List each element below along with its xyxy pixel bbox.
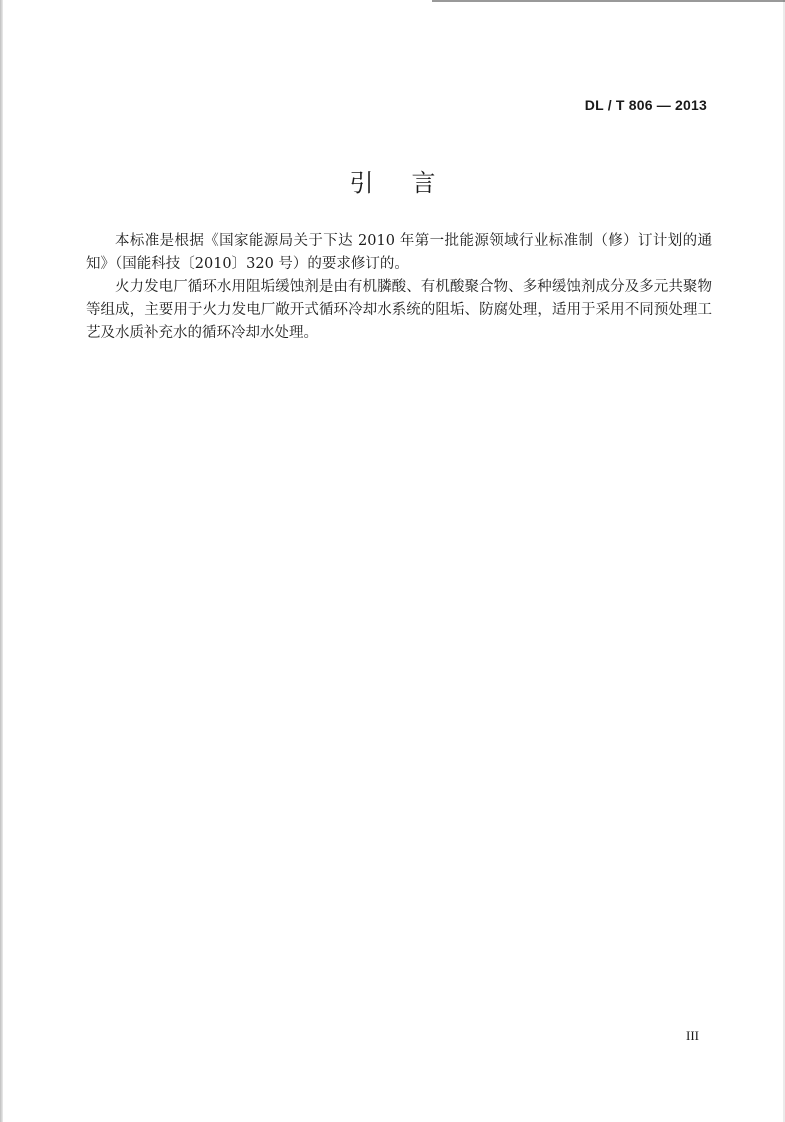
page-title: 引言 — [349, 169, 474, 197]
paragraph-1: 本标准是根据《国家能源局关于下达 2010 年第一批能源领域行业标准制（修）订计划的通知》（国能科技〔2010〕320 号）的要求修订的。 — [86, 233, 712, 272]
scan-top-line — [432, 0, 785, 2]
document-code: DL / T 806 — 2013 — [584, 97, 707, 113]
page-number: III — [686, 1028, 699, 1043]
body-text — [86, 230, 712, 345]
paragraph-2: 火力发电厂循环水用阻垢缓蚀剂是由有机膦酸、有机酸聚合物、多种缓蚀剂成分及多元共聚物等组成，主要用于火力发电厂敞开式循环冷却水系统的阻垢、防腐处理，适用于采用不同预处理工艺及水质补充水的循环冷却水处理。 — [86, 279, 712, 341]
